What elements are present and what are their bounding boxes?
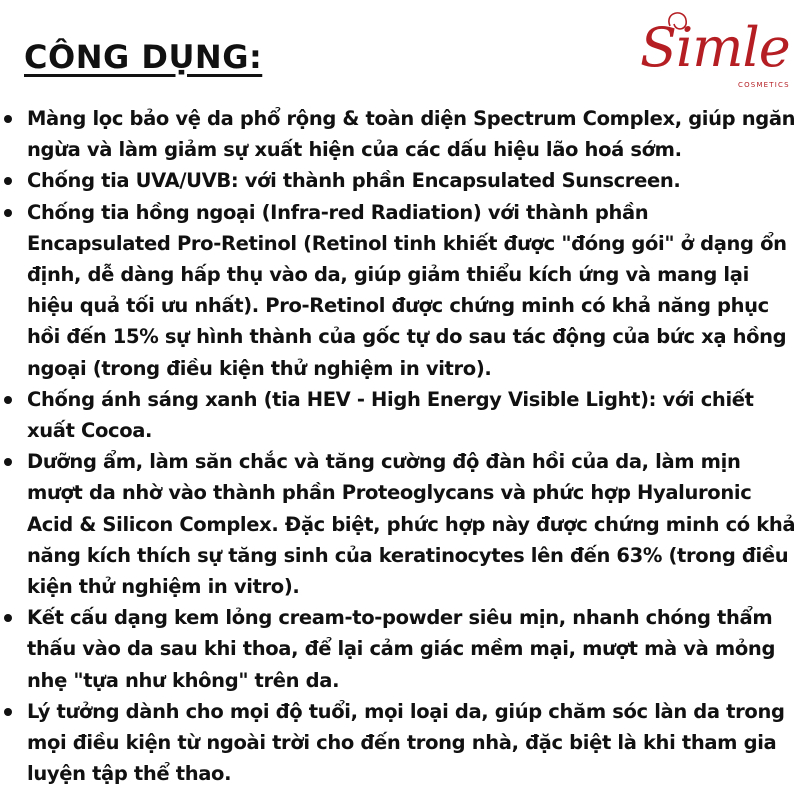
bullet-icon [4,708,12,716]
list-item [0,384,800,446]
list-item [0,696,800,790]
bullet-icon [4,209,12,217]
list-item [0,446,800,602]
brand-name: Simle [640,16,790,79]
list-item [0,165,800,196]
brand-tagline: COSMETICS [738,81,790,89]
bullet-icon [4,396,12,404]
list-item [0,602,800,696]
bullet-icon [4,614,12,622]
benefits-list [0,103,800,789]
list-item-text: Dưỡng ẩm, làm săn chắc và tăng cường độ đàn hồi của da, làm mịn mượt da nhờ vào thành phần Proteoglycans và phức hợp Hyaluronic Acid & Silicon Complex. Đặc biệt, phức hợp này được chứng minh có khả năng kích thích sự tăng sinh của keratinocytes lên đến 63% (trong điều kiện thử nghiệm in vitro). [27,450,796,599]
list-item-text: Chống tia UVA/UVB: với thành phần Encapsulated Sunscreen. [27,169,681,193]
list-item [0,197,800,384]
list-item-text: Chống ánh sáng xanh (tia HEV - High Energy Visible Light): với chiết xuất Cocoa. [27,387,754,443]
list-item-text: Kết cấu dạng kem lỏng cream-to-powder siêu mịn, nhanh chóng thẩm thấu vào da sau khi thoa, để lại cảm giác mềm mại, mượt mà và mỏng nhẹ "tựa như không" trên da. [27,606,776,692]
list-item-text: Chống tia hồng ngoại (Infra-red Radiation) với thành phần Encapsulated Pro-Retinol (Retinol tinh khiết được "đóng gói" ở dạng ổn định, dễ dàng hấp thụ vào da, giúp giảm thiểu kích ứng và mang lại hiệu quả tối ưu nhất). Pro-Retinol được chứng minh có khả năng phục hồi đến 15% sự hình thành của gốc tự do sau tác động của bức xạ hồng ngoại (trong điều kiện thử nghiệm in vitro). [27,200,787,380]
bullet-icon [4,458,12,466]
list-item [0,103,800,165]
list-item-text: Màng lọc bảo vệ da phổ rộng & toàn diện Spectrum Complex, giúp ngăn ngừa và làm giảm sự xuất hiện của các dấu hiệu lão hoá sớm. [27,107,796,162]
bullet-icon [4,115,12,123]
page-title: CÔNG DỤNG: [24,38,263,76]
bullet-icon [4,177,12,185]
list-item-text: Lý tưởng dành cho mọi độ tuổi, mọi loại da, giúp chăm sóc làn da trong mọi điều kiện từ ngoài trời cho đến trong nhà, đặc biệt là khi tham gia luyện tập thể thao. [27,699,785,786]
brand-logo [640,6,800,90]
